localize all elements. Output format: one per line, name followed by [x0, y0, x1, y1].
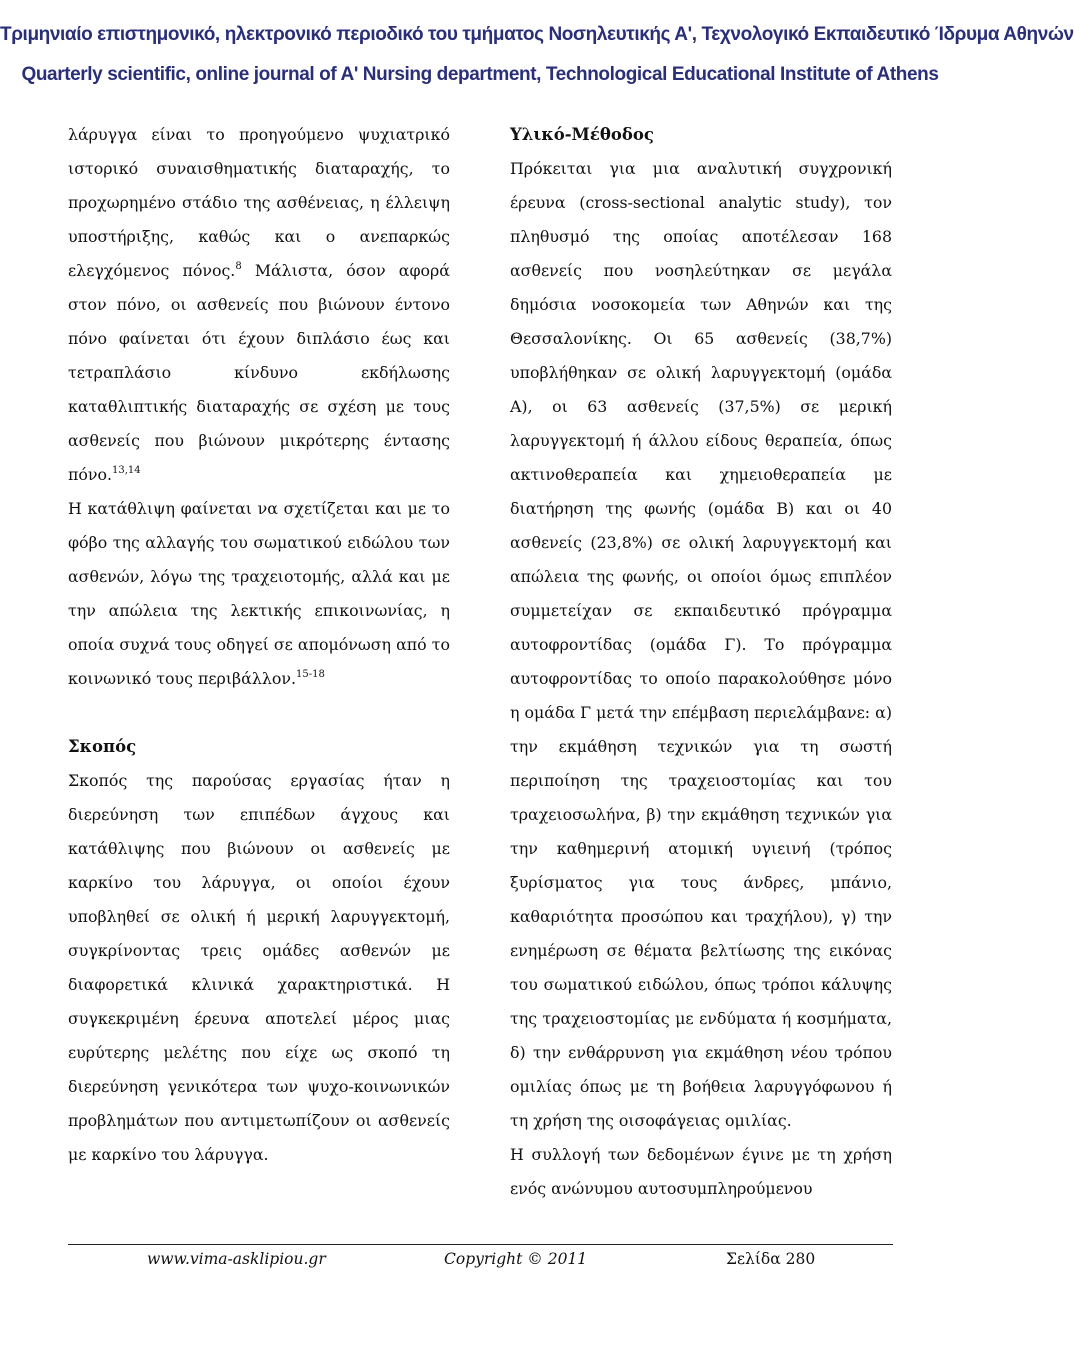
paragraph-risk-factors: [68, 118, 450, 492]
paragraph-depression: [68, 492, 450, 696]
journal-header: [0, 0, 1074, 96]
aim-paragraph: Σκοπός της παρούσας εργασίας ήταν η διερεύνηση των επιπέδων άγχους και κατάθλιψης που βιώνουν οι ασθενείς με καρκίνο του λάρυγγα, οι οποίοι έχουν υποβληθεί σε ολική ή μερική λαρυγγεκτομή, συγκρίνοντας τρεις ομάδες ασθενών με διαφορετικά κλινικά χαρακτηριστικά. Η συγκεκριμένη έρευνα αποτελεί μέρος μιας ευρύτερης μελέτης που είχε ως σκοπό τη διερεύνηση γενικότερα των ψυχο-κοινωνικών προβλημάτων που αντιμετωπίζουν οι ασθενείς με καρκίνο του λάρυγγα.: [68, 771, 450, 1164]
aim-heading: Σκοπός: [68, 737, 137, 756]
footer-divider: [68, 1244, 893, 1245]
footer-page-number: Σελίδα 280: [726, 1250, 816, 1268]
footer-copyright: Copyright © 2011: [444, 1250, 588, 1268]
citation: 13,14: [112, 465, 141, 476]
footer-website-link[interactable]: www.vima-asklipiou.gr: [147, 1250, 326, 1268]
methods-heading: Υλικό-Μέθοδος: [510, 125, 654, 144]
paragraph-text: Μάλιστα, όσον αφορά στον πόνο, οι ασθενείς που βιώνουν έντονο πόνο φαίνεται ότι έχουν διπλάσιο έως και τετραπλάσιο κίνδυνο εκδήλωσης καταθλιπτικής διαταραχής σε σχέση με τους ασθενείς που βιώνουν μικρότερης έντασης πόνο.: [68, 261, 450, 484]
data-collection-paragraph: Η συλλογή των δεδομένων έγινε με τη χρήση ενός ανώνυμου αυτοσυμπληρούμενου: [510, 1145, 892, 1198]
citation: 15-18: [296, 669, 325, 680]
methods-paragraph: Πρόκειται για μια αναλυτική συγχρονική έρευνα (cross-sectional analytic study), τον πληθυσμό της οποίας αποτέλεσαν 168 ασθενείς που νοσηλεύτηκαν σε μεγάλα δημόσια νοσοκομεία των Αθηνών και της Θεσσαλονίκης. Οι 65 ασθενείς (38,7%) υποβλήθηκαν σε ολική λαρυγγεκτομή (ομάδα Α), οι 63 ασθενείς (37,5%) σε μερική λαρυγγεκτομή ή άλλου είδους θεραπεία, όπως ακτινοθεραπεία και χημειοθεραπεία με διατήρηση της φωνής (ομάδα Β) και οι 40 ασθενείς (23,8%) σε ολική λαρυγγεκτομή και απώλεια της φωνής, οι οποίοι όμως επιπλέον συμμετείχαν σε εκπαιδευτικό πρόγραμμα αυτοφροντίδας (ομάδα Γ). Το πρόγραμμα αυτοφροντίδας το οποίο παρακολούθησε μόνο η ομάδα Γ μετά την επέμβαση περιελάμβανε: α) την εκμάθηση τεχνικών για τη σωστή περιποίηση της τραχειοστομίας και του τραχειοσωλήνα, β) την εκμάθηση τεχνικών για την καθημερινή ατομική υγιεινή (τρόπος ξυρίσματος για τους άνδρες, μπάνιο, καθαριότητα προσώπου και τραχήλου), γ) την ενημέρωση σε θέματα βελτίωσης της εικόνας του σωματικού ειδώλου, όπως τρόποι κάλυψης της τραχειοστομίας με ενδύματα ή κοσμήματα, δ) την ενθάρρυνση για εκμάθηση νέου τρόπου ομιλίας όπως με τη βοήθεια λαρυγγόφωνου ή τη χρήση της οισοφάγειας ομιλίας.: [510, 159, 892, 1130]
journal-title-greek: Τριμηνιαίο επιστημονικό, ηλεκτρονικό περιοδικό του τμήματος Νοσηλευτικής Α', Τεχνολογικό Εκπαιδευτικό Ίδρυμα Αθηνών: [0, 24, 1074, 45]
left-column: [68, 118, 450, 1172]
right-column: [510, 118, 892, 1206]
journal-title-english: Quarterly scientific, online journal of A' Nursing department, Technological Educational Institute of Athens: [21, 64, 939, 85]
paragraph-text: Η κατάθλιψη φαίνεται να σχετίζεται και με το φόβο της αλλαγής του σωματικού ειδώλου των ασθενών, λόγω της τραχειοτομής, αλλά και με την απώλεια της λεκτικής επικοινωνίας, η οποία συχνά τους οδηγεί σε απομόνωση από το κοινωνικό τους περιβάλλον.: [68, 499, 450, 688]
paragraph-text: λάρυγγα είναι το προηγούμενο ψυχιατρικό ιστορικό συναισθηματικής διαταραχής, το προχωρημένο στάδιο της ασθένειας, η έλλειψη υποστήριξης, καθώς και ο ανεπαρκώς ελεγχόμενος πόνος.: [68, 125, 450, 280]
citation: 8: [235, 261, 242, 272]
